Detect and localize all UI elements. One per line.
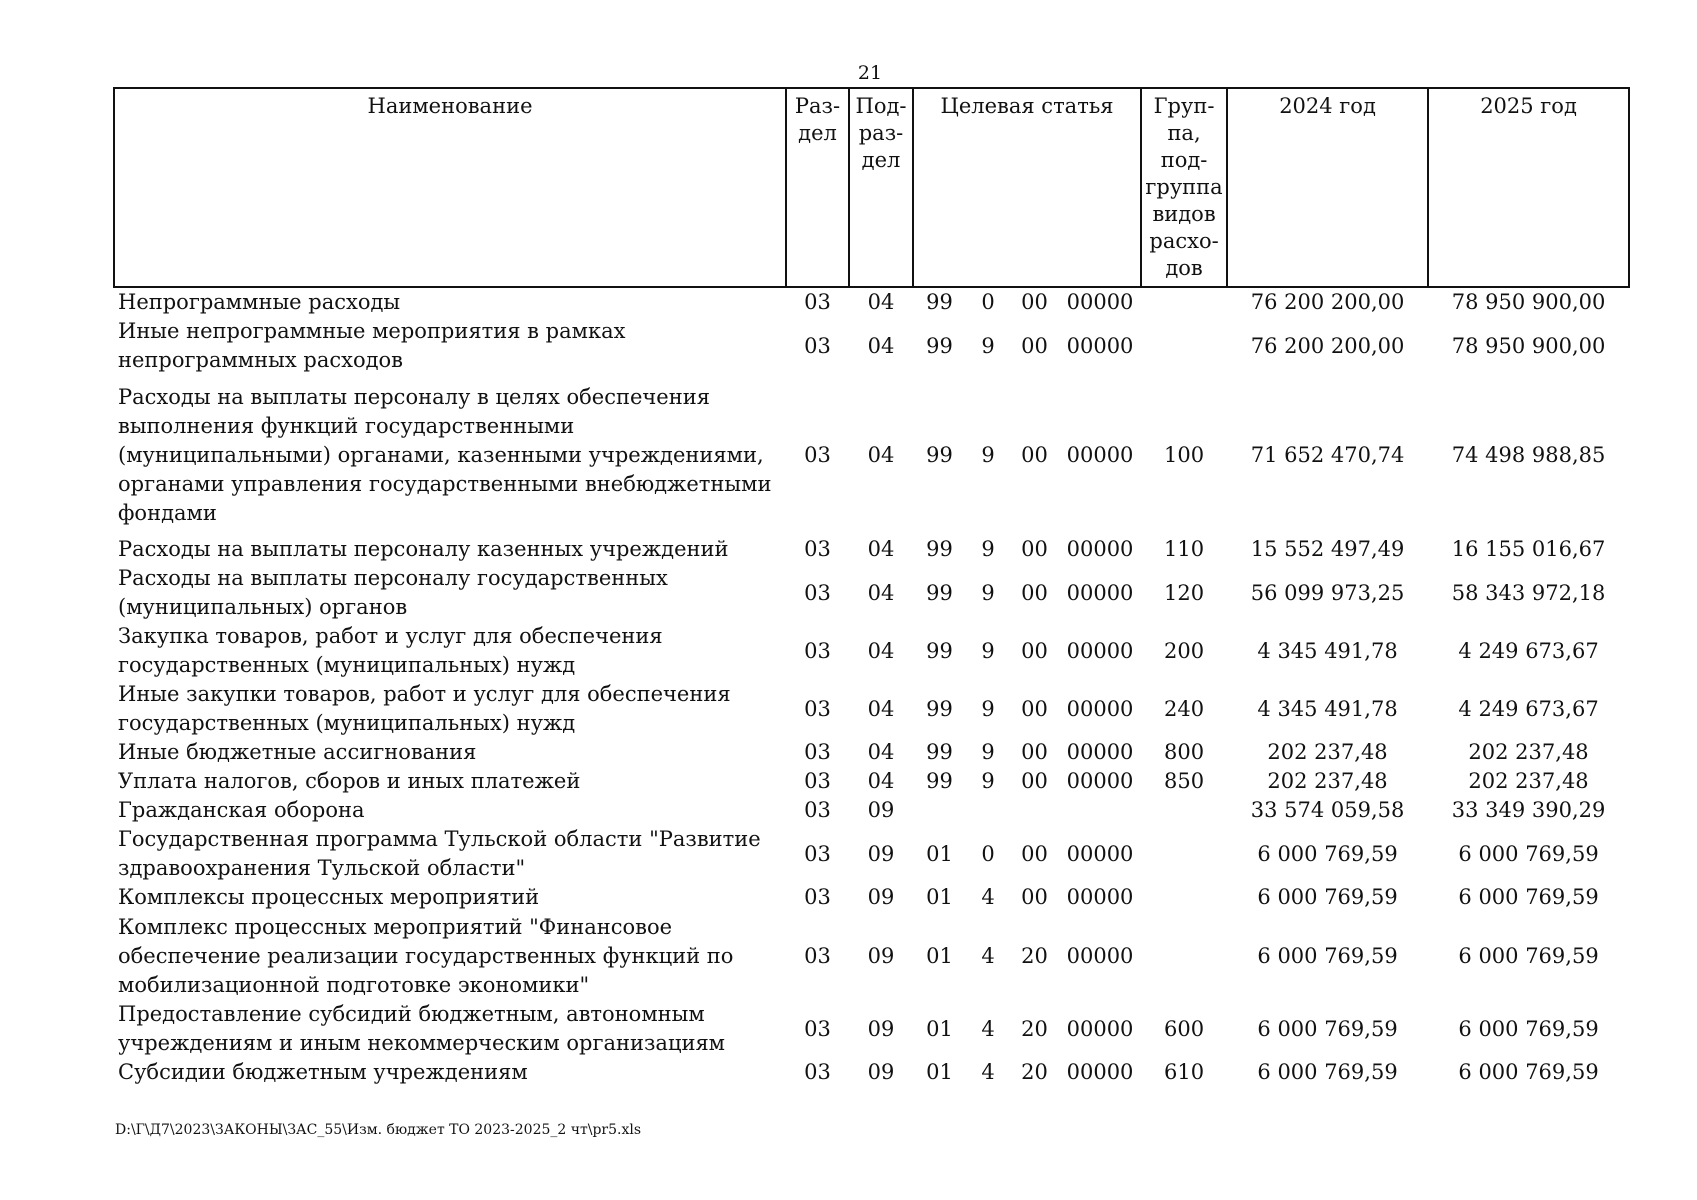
budget-table xyxy=(113,87,1630,1087)
cell-target-element: 00 xyxy=(1021,885,1048,909)
cell-expense-group: 120 xyxy=(1164,580,1205,605)
cell-amount-2025: 6 000 769,59 xyxy=(1458,1016,1599,1041)
cell-target-subprogram: 9 xyxy=(981,740,995,764)
cell-target-subprogram: 0 xyxy=(981,841,995,866)
cell-target-subprogram: 9 xyxy=(981,580,995,605)
cell-amount-2025: 202 237,48 xyxy=(1468,769,1589,793)
table-row xyxy=(114,622,1629,680)
cell-amount-2025: 6 000 769,59 xyxy=(1458,1060,1599,1084)
cell-expense-group xyxy=(1141,796,1227,825)
cell-razdel: 03 xyxy=(804,442,831,467)
cell-podrazdel: 09 xyxy=(867,841,895,866)
header-target-article: Целевая статья xyxy=(913,88,1141,287)
cell-expense-group: 800 xyxy=(1164,740,1205,764)
cell-name: Предоставление субсидий бюджетным, автономным учреждениям и иным некоммерческим организациям xyxy=(118,1002,726,1055)
cell-name: Комплекс процессных мероприятий "Финансовое обеспечение реализации государственных функций по мобилизационной подготовке экономики" xyxy=(118,914,734,997)
cell-amount-2024: 76 200 200,00 xyxy=(1250,290,1405,314)
cell-target-subprogram: 0 xyxy=(981,290,995,314)
cell-target-program: 01 xyxy=(926,841,953,866)
cell-razdel: 03 xyxy=(804,537,831,561)
cell-name: Уплата налогов, сборов и иных платежей xyxy=(118,769,581,793)
cell-name: Государственная программа Тульской области "Развитие здравоохранения Тульской области" xyxy=(118,827,761,880)
cell-target-program: 99 xyxy=(926,290,953,314)
table-row xyxy=(114,287,1629,317)
cell-podrazdel: 09 xyxy=(867,1016,895,1041)
cell-amount-2025: 33 349 390,29 xyxy=(1451,798,1606,822)
cell-target-element: 20 xyxy=(1021,943,1048,968)
table-row xyxy=(114,738,1629,767)
cell-expense-group xyxy=(1141,912,1227,1000)
cell-amount-2024: 4 345 491,78 xyxy=(1257,696,1398,721)
cell-amount-2025: 16 155 016,67 xyxy=(1451,537,1606,561)
cell-target-program: 01 xyxy=(926,943,953,968)
cell-expense-group: 100 xyxy=(1164,442,1205,467)
cell-target-subprogram: 9 xyxy=(981,333,995,358)
cell-target-element: 00 xyxy=(1021,740,1048,764)
cell-podrazdel: 09 xyxy=(867,1060,895,1084)
cell-podrazdel: 04 xyxy=(867,442,895,467)
cell-razdel: 03 xyxy=(804,798,831,822)
cell-razdel: 03 xyxy=(804,943,831,968)
cell-amount-2024: 6 000 769,59 xyxy=(1257,1016,1398,1041)
cell-podrazdel: 04 xyxy=(867,333,895,358)
cell-podrazdel: 04 xyxy=(867,740,895,764)
cell-target-element: 00 xyxy=(1021,580,1048,605)
cell-amount-2025: 202 237,48 xyxy=(1468,740,1589,764)
cell-target-direction: 00000 xyxy=(1066,1016,1134,1041)
cell-podrazdel: 09 xyxy=(867,943,895,968)
cell-target-subprogram: 4 xyxy=(981,885,995,909)
cell-target-direction: 00000 xyxy=(1066,769,1134,793)
cell-razdel: 03 xyxy=(804,769,831,793)
cell-razdel: 03 xyxy=(804,885,831,909)
cell-target-program: 99 xyxy=(926,740,953,764)
cell-target-element: 20 xyxy=(1021,1060,1048,1084)
cell-amount-2025: 6 000 769,59 xyxy=(1458,841,1599,866)
cell-podrazdel: 09 xyxy=(867,885,895,909)
cell-name: Расходы на выплаты персоналу в целях обеспечения выполнения функций государственными (муниципальными) органами, казенными учреждениями, органами управления государственными внебюджетными фондами xyxy=(118,384,772,525)
header-podrazdel: Под- раз- дел xyxy=(849,88,913,287)
cell-podrazdel: 09 xyxy=(867,798,895,822)
table-row xyxy=(114,535,1629,564)
cell-amount-2024: 202 237,48 xyxy=(1267,740,1388,764)
cell-target-program: 99 xyxy=(926,333,953,358)
table-row xyxy=(114,375,1629,535)
cell-amount-2025: 78 950 900,00 xyxy=(1451,290,1606,314)
cell-target-element: 00 xyxy=(1021,290,1048,314)
cell-target-subprogram: 9 xyxy=(981,442,995,467)
cell-expense-group xyxy=(1141,317,1227,375)
cell-target-program: 99 xyxy=(926,769,953,793)
table-body xyxy=(114,287,1629,1087)
cell-target-direction: 00000 xyxy=(1066,1060,1134,1084)
cell-expense-group: 610 xyxy=(1164,1060,1205,1084)
cell-expense-group xyxy=(1141,825,1227,883)
cell-amount-2024: 6 000 769,59 xyxy=(1257,841,1398,866)
cell-name: Комплексы процессных мероприятий xyxy=(118,885,540,909)
cell-razdel: 03 xyxy=(804,841,831,866)
cell-name: Иные бюджетные ассигнования xyxy=(118,740,477,764)
cell-target-program: 01 xyxy=(926,1016,953,1041)
cell-target-program: 99 xyxy=(926,537,953,561)
header-year-2024: 2024 год xyxy=(1227,88,1428,287)
cell-target-direction: 00000 xyxy=(1066,696,1134,721)
table-row xyxy=(114,1000,1629,1058)
cell-name: Иные закупки товаров, работ и услуг для обеспечения государственных (муниципальных) нужд xyxy=(118,682,731,735)
cell-target-direction: 00000 xyxy=(1066,580,1134,605)
header-name: Наименование xyxy=(114,88,786,287)
cell-target-element: 00 xyxy=(1021,442,1048,467)
header-row xyxy=(114,88,1629,287)
cell-target-direction: 00000 xyxy=(1066,740,1134,764)
cell-expense-group: 110 xyxy=(1164,537,1205,561)
cell-amount-2025: 4 249 673,67 xyxy=(1458,638,1599,663)
cell-amount-2024: 6 000 769,59 xyxy=(1257,943,1398,968)
cell-target-subprogram: 4 xyxy=(981,1060,995,1084)
cell-target-program: 99 xyxy=(926,638,953,663)
table-row xyxy=(114,883,1629,912)
cell-expense-group: 200 xyxy=(1164,638,1205,663)
header-year-2025: 2025 год xyxy=(1428,88,1629,287)
cell-target-direction: 00000 xyxy=(1066,290,1134,314)
cell-expense-group: 600 xyxy=(1164,1016,1205,1041)
cell-target-direction: 00000 xyxy=(1066,537,1134,561)
cell-target-direction: 00000 xyxy=(1066,885,1134,909)
cell-target-subprogram: 4 xyxy=(981,943,995,968)
cell-amount-2025: 4 249 673,67 xyxy=(1458,696,1599,721)
cell-expense-group: 850 xyxy=(1164,769,1205,793)
cell-amount-2024: 4 345 491,78 xyxy=(1257,638,1398,663)
cell-name: Непрограммные расходы xyxy=(118,290,401,314)
cell-target-direction: 00000 xyxy=(1066,841,1134,866)
cell-target-subprogram: 4 xyxy=(981,1016,995,1041)
cell-expense-group xyxy=(1141,287,1227,317)
table-row xyxy=(114,825,1629,883)
cell-target-program: 99 xyxy=(926,696,953,721)
cell-target-subprogram: 9 xyxy=(981,537,995,561)
cell-target-element: 00 xyxy=(1021,333,1048,358)
cell-razdel: 03 xyxy=(804,696,831,721)
cell-target-element: 20 xyxy=(1021,1016,1048,1041)
cell-name: Гражданская оборона xyxy=(118,798,365,822)
cell-amount-2024: 56 099 973,25 xyxy=(1250,580,1405,605)
table-row xyxy=(114,796,1629,825)
cell-target-program: 99 xyxy=(926,442,953,467)
header-razdel: Раз- дел xyxy=(786,88,849,287)
cell-podrazdel: 04 xyxy=(867,769,895,793)
cell-razdel: 03 xyxy=(804,1016,831,1041)
table-row xyxy=(114,317,1629,375)
cell-target-direction: 00000 xyxy=(1066,638,1134,663)
table-row xyxy=(114,767,1629,796)
cell-amount-2025: 6 000 769,59 xyxy=(1458,885,1599,909)
cell-expense-group xyxy=(1141,883,1227,912)
cell-podrazdel: 04 xyxy=(867,580,895,605)
table-row xyxy=(114,1058,1629,1087)
cell-target-subprogram: 9 xyxy=(981,638,995,663)
cell-name: Иные непрограммные мероприятия в рамках непрограммных расходов xyxy=(118,319,626,372)
cell-target-element: 00 xyxy=(1021,537,1048,561)
cell-target-direction xyxy=(1059,796,1141,825)
cell-expense-group: 240 xyxy=(1164,696,1205,721)
cell-razdel: 03 xyxy=(804,290,831,314)
cell-podrazdel: 04 xyxy=(867,638,895,663)
cell-amount-2024: 6 000 769,59 xyxy=(1257,1060,1398,1084)
cell-amount-2024: 15 552 497,49 xyxy=(1250,537,1405,561)
cell-razdel: 03 xyxy=(804,638,831,663)
cell-razdel: 03 xyxy=(804,333,831,358)
table-row xyxy=(114,912,1629,1000)
cell-target-element xyxy=(1010,796,1059,825)
cell-amount-2025: 6 000 769,59 xyxy=(1458,943,1599,968)
cell-razdel: 03 xyxy=(804,1060,831,1084)
cell-amount-2024: 76 200 200,00 xyxy=(1250,333,1405,358)
cell-target-program: 01 xyxy=(926,885,953,909)
cell-podrazdel: 04 xyxy=(867,696,895,721)
table-row xyxy=(114,564,1629,622)
cell-target-program xyxy=(913,796,966,825)
cell-name: Субсидии бюджетным учреждениям xyxy=(118,1060,528,1084)
cell-amount-2024: 33 574 059,58 xyxy=(1250,798,1405,822)
cell-name: Расходы на выплаты персоналу казенных учреждений xyxy=(118,537,729,561)
cell-target-subprogram: 9 xyxy=(981,696,995,721)
cell-amount-2024: 6 000 769,59 xyxy=(1257,885,1398,909)
cell-target-direction: 00000 xyxy=(1066,333,1134,358)
page-number: 21 xyxy=(857,62,883,84)
cell-target-element: 00 xyxy=(1021,638,1048,663)
cell-razdel: 03 xyxy=(804,740,831,764)
cell-target-program: 01 xyxy=(926,1060,953,1084)
header-expense-group: Груп- па, под- группа видов расхо- дов xyxy=(1141,88,1227,287)
cell-name: Расходы на выплаты персоналу государственных (муниципальных) органов xyxy=(118,566,668,619)
cell-amount-2025: 78 950 900,00 xyxy=(1451,333,1606,358)
cell-target-subprogram xyxy=(966,796,1010,825)
cell-target-program: 99 xyxy=(926,580,953,605)
cell-target-direction: 00000 xyxy=(1066,943,1134,968)
cell-podrazdel: 04 xyxy=(867,290,895,314)
footer-file-path: D:\Г\Д7\2023\ЗАКОНЫ\ЗАС_55\Изм. бюджет ТО 2023-2025_2 чт\pr5.xls xyxy=(115,1122,642,1138)
cell-target-element: 00 xyxy=(1021,696,1048,721)
cell-target-element: 00 xyxy=(1021,769,1048,793)
cell-amount-2025: 58 343 972,18 xyxy=(1451,580,1606,605)
cell-podrazdel: 04 xyxy=(867,537,895,561)
cell-target-subprogram: 9 xyxy=(981,769,995,793)
cell-razdel: 03 xyxy=(804,580,831,605)
cell-amount-2024: 71 652 470,74 xyxy=(1250,442,1405,467)
cell-target-direction: 00000 xyxy=(1066,442,1134,467)
cell-name: Закупка товаров, работ и услуг для обеспечения государственных (муниципальных) нужд xyxy=(118,624,663,677)
table-row xyxy=(114,680,1629,738)
cell-amount-2025: 74 498 988,85 xyxy=(1451,442,1606,467)
cell-target-element: 00 xyxy=(1021,841,1048,866)
cell-amount-2024: 202 237,48 xyxy=(1267,769,1388,793)
